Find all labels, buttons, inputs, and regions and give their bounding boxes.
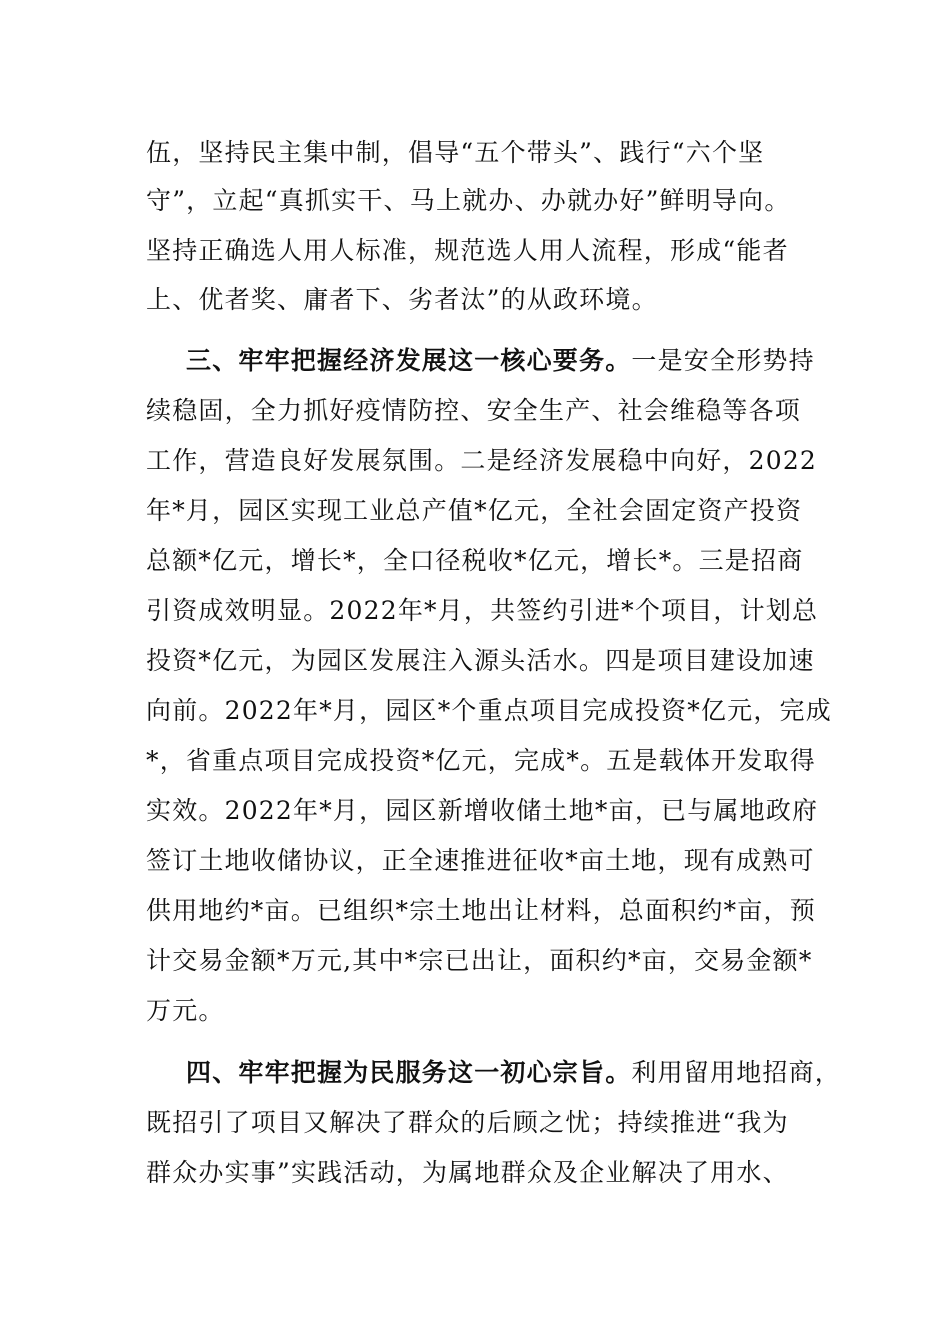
text-line: 签订土地收储协议，正全速推进征收*亩土地，现有成熟可 <box>146 846 815 875</box>
text-line: 年*月，园区实现工业总产值*亿元，全社会固定资产投资 <box>146 496 803 525</box>
section-three-first-line <box>186 346 815 376</box>
text-line: 工作，营造良好发展氛围。二是经济发展稳中向好，2022 <box>146 446 818 475</box>
text-run: 一是安全形势持 <box>631 346 815 375</box>
text-line: 既招引了项目又解决了群众的后顾之忧；持续推进“我为 <box>146 1108 789 1137</box>
text-line: 上、优者奖、庸者下、劣者汰”的从政环境。 <box>146 285 658 314</box>
text-line: 续稳固，全力抓好疫情防控、安全生产、社会维稳等各项 <box>146 396 802 425</box>
text-line: 引资成效明显。2022年*月，共签约引进*个项目，计划总 <box>146 596 819 625</box>
text-run: 利用留用地招商， <box>631 1058 842 1087</box>
section-four-first-line <box>186 1058 842 1088</box>
text-line: 伍，坚持民主集中制，倡导“五个带头”、践行“六个坚 <box>146 138 765 167</box>
text-line: 总额*亿元，增长*，全口径税收*亿元，增长*。三是招商 <box>146 546 804 575</box>
text-line: 供用地约*亩。已组织*宗土地出让材料，总面积约*亩，预 <box>146 896 816 925</box>
section-three-heading: 三、牢牢把握经济发展这一核心要务。 <box>186 346 632 375</box>
text-line: 实效。2022年*月，园区新增收储土地*亩，已与属地政府 <box>146 796 819 825</box>
text-line: 守”，立起“真抓实干、马上就办、办就办好”鲜明导向。 <box>146 186 791 215</box>
text-line: 投资*亿元，为园区发展注入源头活水。四是项目建设加速 <box>146 646 815 675</box>
text-line: 计交易金额*万元,其中*宗已出让，面积约*亩，交易金额* <box>146 946 813 975</box>
text-line: 向前。2022年*月，园区*个重点项目完成投资*亿元，完成 <box>146 696 832 725</box>
text-line: 群众办实事”实践活动，为属地群众及企业解决了用水、 <box>146 1158 789 1187</box>
text-line: 坚持正确选人用人标准，规范选人用人流程，形成“能者 <box>146 236 789 265</box>
text-line: 万元。 <box>146 996 225 1025</box>
section-four-heading: 四、牢牢把握为民服务这一初心宗旨。 <box>186 1058 632 1087</box>
text-line: *，省重点项目完成投资*亿元，完成*。五是载体开发取得 <box>146 746 816 775</box>
